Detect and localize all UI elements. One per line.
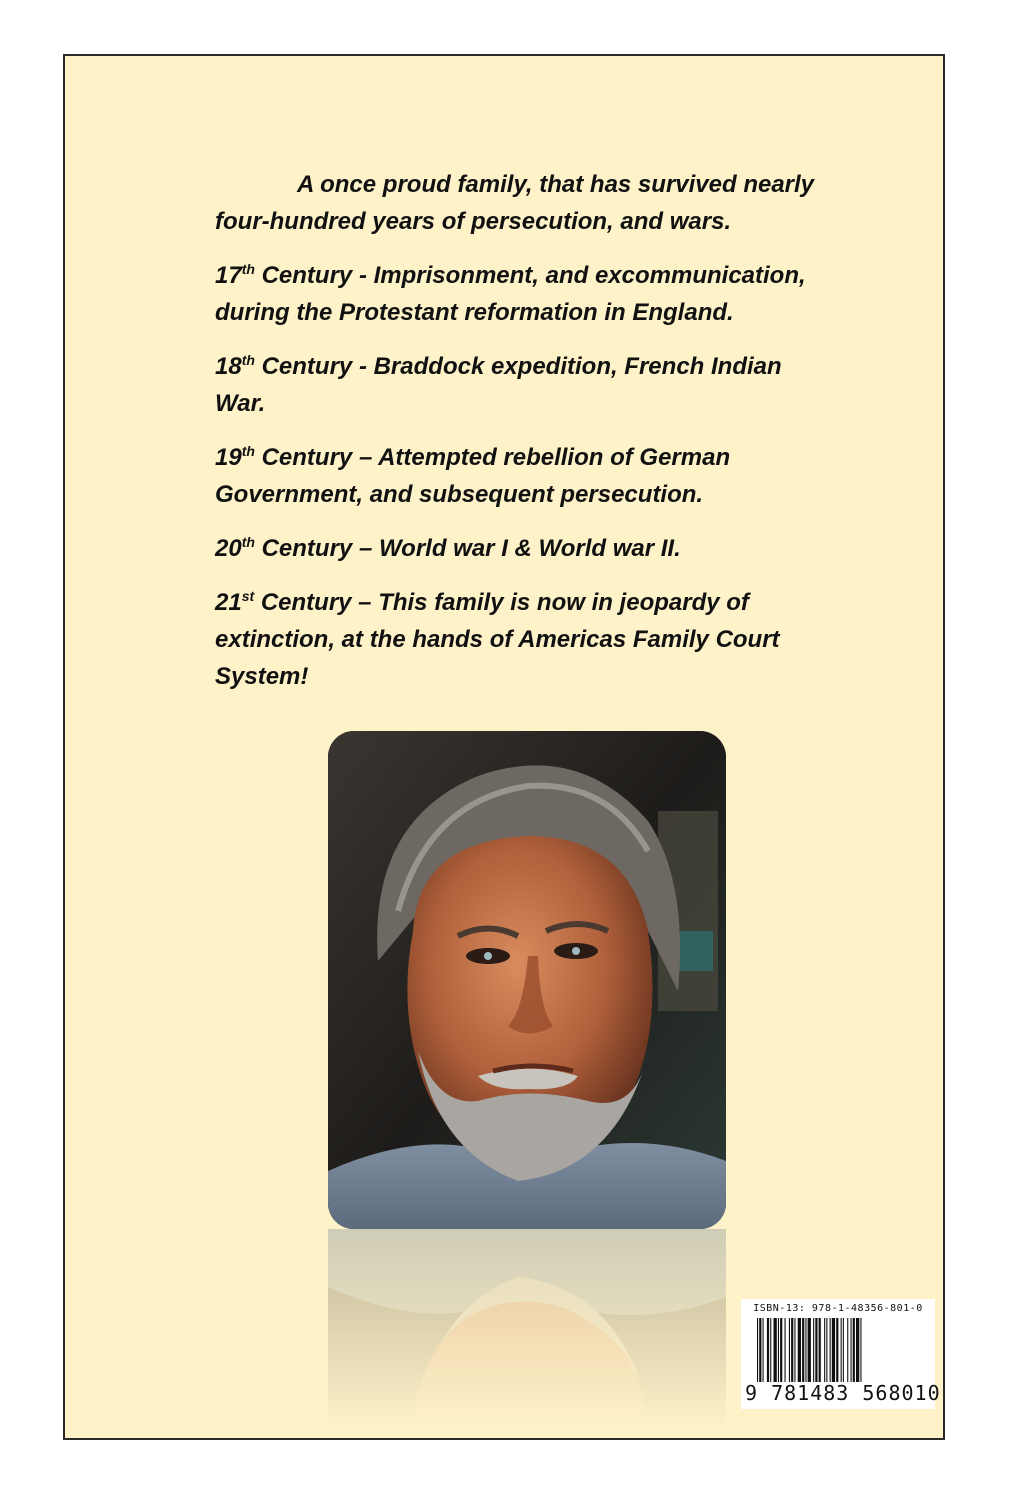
barcode-bar [819,1318,821,1382]
barcode-bar [802,1318,804,1382]
back-cover [63,54,945,1440]
barcode-bars [757,1318,921,1382]
author-photo [328,731,726,1229]
barcode-bar [791,1318,793,1382]
barcode-bar [798,1318,801,1382]
barcode-bar [757,1318,758,1382]
barcode-bar [763,1318,764,1382]
barcode-bar [785,1318,786,1382]
barcode-bar [853,1318,855,1382]
blurb-entry-17th: 17th Century - Imprisonment, and excommunication, during the Protestant reformation in England. [215,261,806,326]
barcode-bar [813,1318,814,1382]
barcode-bar [770,1318,771,1382]
barcode-bar [851,1318,852,1382]
barcode-bar [774,1318,777,1382]
isbn-digits: 9 781483 568010 [745,1381,941,1405]
blurb-entry-18th: 18th Century - Braddock expedition, French Indian War. [215,352,782,417]
blurb-entry-19th: 19th Century – Attempted rebellion of German Government, and subsequent persecution. [215,443,731,508]
barcode-bar [808,1318,811,1382]
blurb-entry-21st: 21st Century – This family is now in jeopardy of extinction, at the hands of Americas Family Court System! [215,588,780,690]
author-photo-reflection [328,1229,726,1429]
barcode-bar [843,1318,844,1382]
barcode-bar [832,1318,835,1382]
barcode-bar [815,1318,817,1382]
barcode-bar [830,1318,831,1382]
isbn-label: ISBN-13: 978-1-48356-801-0 [753,1303,923,1314]
barcode-bar [778,1318,779,1382]
isbn-barcode [741,1299,941,1409]
barcode-bar [847,1318,848,1382]
barcode-bar [860,1318,861,1382]
barcode-bar [780,1318,782,1382]
barcode-bar [841,1318,842,1382]
barcode-bar [856,1318,859,1382]
barcode-bar [767,1318,769,1382]
barcode-bar [794,1318,795,1382]
blurb-intro: A once proud family, that has survived nearly four-hundred years of persecution, and wars. [215,171,815,235]
cover-blurb [215,166,835,712]
barcode-bar [805,1318,806,1382]
barcode-bar [759,1318,761,1382]
barcode-bar [826,1318,827,1382]
barcode-bar [836,1318,838,1382]
barcode-bar [824,1318,825,1382]
blurb-entry-20th: 20th Century – World war I & World war II. [215,534,681,562]
barcode-bar [789,1318,790,1382]
